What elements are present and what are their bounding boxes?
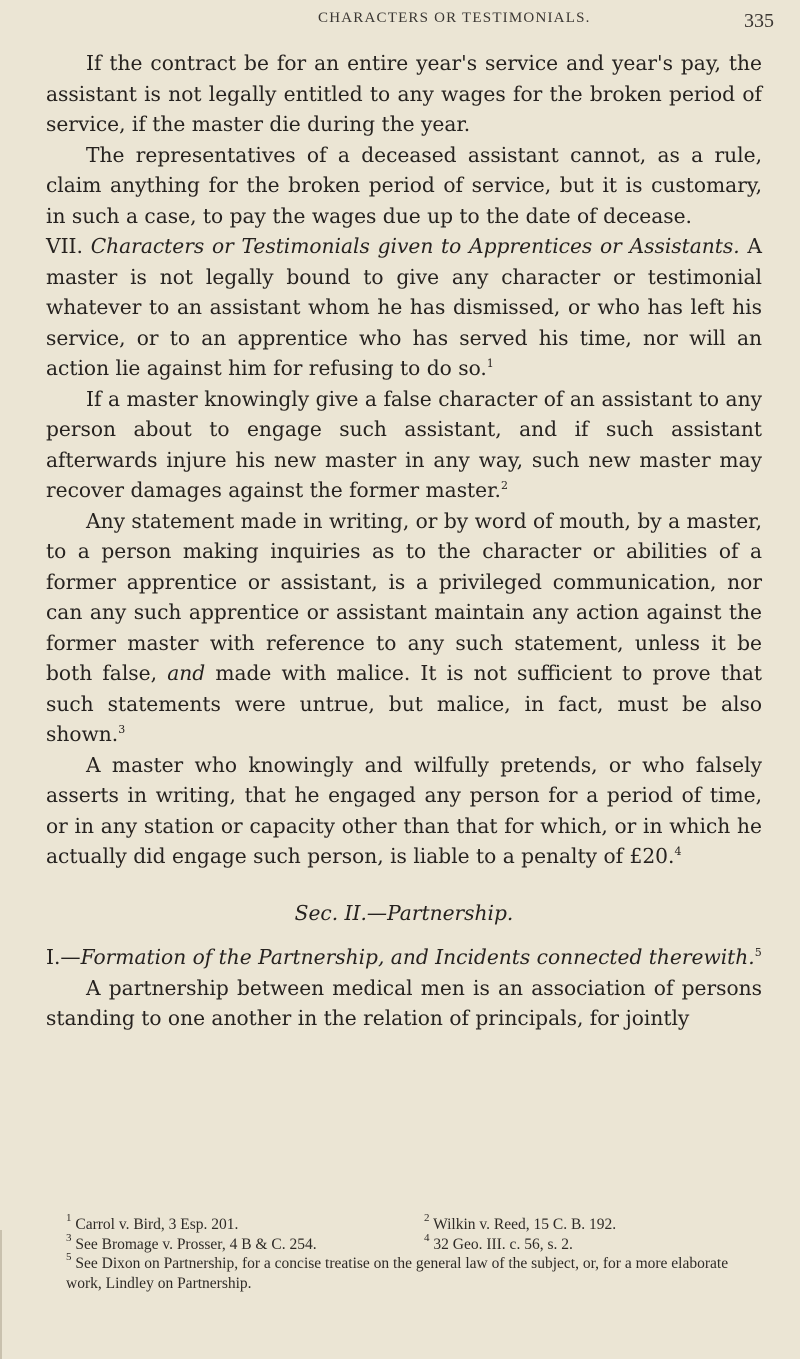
- footnote-ref: 3: [118, 723, 126, 736]
- paragraph-text: made with malice. It is not sufficient to prove that such statements were untrue, but malice, in fact, must be also shown.: [46, 661, 763, 746]
- subsection-heading: [46, 942, 762, 973]
- footnote-number: 4: [424, 1231, 430, 1244]
- paragraph-deceased-assistant: [46, 140, 762, 232]
- footnote-number: 5: [66, 1251, 72, 1263]
- paragraph-partnership-definition: [46, 973, 762, 1034]
- footnote-5: [46, 1251, 762, 1293]
- paragraph-text: A master who knowingly and wilfully pretends, or who falsely asserts in writing, that he engaged any person for a period of time, or in any station or capacity other than that for which, or in which he actually did engage such person, is liable to a penalty of £20.: [46, 752, 762, 868]
- paragraph-penalty: [46, 750, 762, 872]
- footnote-text: Wilkin v. Reed, 15 C. B. 192.: [433, 1216, 617, 1233]
- paragraph-broken-year: [46, 48, 762, 140]
- footnote-ref: 5: [754, 946, 762, 959]
- page-number: 335: [744, 10, 774, 32]
- footnote-text: 32 Geo. III. c. 56, s. 2.: [433, 1235, 573, 1253]
- paragraph-text: If the contract be for an entire year's service and year's pay, the assistant is not legally entitled to any wages for the broken period of service, if the master die during the year.: [46, 51, 762, 136]
- subsection-number: I.—: [46, 945, 81, 969]
- emphasis-and: and: [167, 661, 206, 685]
- body-text: [46, 48, 762, 1034]
- running-title: CHARACTERS OR TESTIMONIALS.: [318, 10, 591, 26]
- footnote-1: [46, 1212, 404, 1235]
- footnote-row: [46, 1212, 762, 1235]
- footnote-number: 2: [424, 1212, 430, 1224]
- footnote-text: See Dixon on Partnership, for a concise treatise on the general law of the subject, or, for a more elaborate work, Lindley on Partnership.: [66, 1255, 729, 1292]
- footnote-number: 3: [66, 1231, 72, 1244]
- paragraph-false-character: [46, 384, 762, 506]
- section-number: VII.: [46, 234, 83, 258]
- footnote-ref: 4: [674, 845, 682, 858]
- footnote-text: Carrol v. Bird, 3 Esp. 201.: [75, 1216, 239, 1233]
- footnote-text: See Bromage v. Prosser, 4 B & C. 254.: [75, 1235, 317, 1253]
- footnote-3: [46, 1231, 404, 1255]
- footnote-4: [404, 1231, 762, 1255]
- footnote-number: 1: [66, 1212, 72, 1224]
- footnote-ref: 1: [486, 357, 494, 370]
- paragraph-text: A partnership between medical men is an association of persons standing to one another in the relation of principals, for jointly: [46, 975, 762, 1030]
- footnote-row: [46, 1231, 762, 1255]
- paragraph-text: The representatives of a deceased assistant cannot, as a rule, claim anything for the broken period of service, but it is customary, in such a case, to pay the wages due up to the date of decease.: [46, 142, 762, 228]
- section-heading: Sec. II.—Partnership.: [294, 900, 514, 925]
- paragraph-text: A master is not legally bound to give any character or testimonial whatever to an assistant whom he has dismissed, or who has left his service, or to an apprentice who has served his time, nor will an action lie against him for refusing to do so.: [46, 234, 762, 380]
- paragraph-text: If a master knowingly give a false character of an assistant to any person about to engage such assistant, and if such assistant afterwards injure his new master in any way, such new master may recover damages against the former master.: [46, 386, 762, 502]
- paragraph-characters-testimonials: [46, 231, 762, 384]
- section-title: Characters or Testimonials given to Apprentices or Assistants.: [90, 234, 740, 258]
- page-header: [0, 10, 800, 38]
- subsection-title: Formation of the Partnership, and Incidents connected therewith.: [80, 945, 755, 969]
- paragraph-privileged-communication: [46, 506, 762, 750]
- footnotes: [46, 1212, 762, 1293]
- paragraph-text: Any statement made in writing, or by word of mouth, by a master, to a person making inquiries as to the character or abilities of a former apprentice or assistant, is a privileged communication, nor can any such apprentice or assistant maintain any action against the former master with reference to any such statement, unless it be both false,: [46, 508, 762, 685]
- footnote-2: [404, 1212, 762, 1235]
- page-edge-shadow: [0, 1230, 2, 1359]
- footnote-ref: 2: [500, 479, 508, 492]
